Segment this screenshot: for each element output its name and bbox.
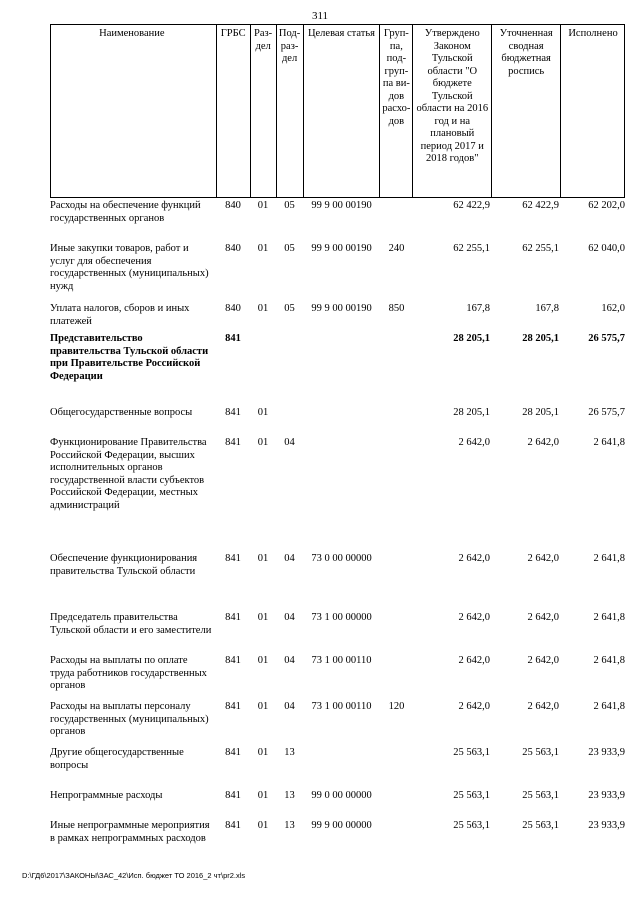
row-approved: 2 642,0 bbox=[458, 701, 490, 712]
header-executed: Исполнено bbox=[561, 25, 625, 197]
table-header bbox=[50, 24, 625, 198]
row-approved: 2 642,0 bbox=[458, 437, 490, 448]
row-expense-type bbox=[380, 553, 413, 578]
row-podrazdel: 05 bbox=[284, 200, 295, 211]
row-expense-type bbox=[380, 612, 413, 637]
row-approved: 28 205,1 bbox=[453, 407, 490, 418]
row-name: Непрограммные расходы bbox=[50, 790, 163, 801]
row-grbs: 841 bbox=[225, 333, 241, 344]
header-target-article: Целевая статья bbox=[304, 25, 381, 197]
row-razdel bbox=[250, 333, 276, 383]
row-target-article: 99 9 00 00190 bbox=[311, 243, 372, 254]
header-podrazdel: Под- раз- дел bbox=[277, 25, 304, 197]
row-grbs: 841 bbox=[225, 612, 241, 623]
row-expense-type: 240 bbox=[388, 243, 405, 254]
row-executed: 2 641,8 bbox=[593, 701, 625, 712]
row-executed: 23 933,9 bbox=[588, 820, 625, 831]
row-expense-type bbox=[380, 790, 413, 803]
row-name: Председатель правительства Тульской области и его заместители bbox=[50, 612, 212, 636]
row-executed: 2 641,8 bbox=[593, 553, 625, 564]
row-executed: 2 641,8 bbox=[593, 612, 625, 623]
row-target-article: 99 9 00 00000 bbox=[311, 820, 372, 831]
table-row bbox=[50, 437, 625, 512]
header-expense-type: Груп- па, под- груп- па ви- дов расхо- дов bbox=[380, 25, 413, 197]
row-name: Расходы на выплаты по оплате труда работников государственных органов bbox=[50, 655, 207, 691]
row-name: Иные непрограммные мероприятия в рамках непрограммных расходов bbox=[50, 820, 210, 844]
row-podrazdel: 04 bbox=[284, 612, 295, 623]
row-target-article: 99 9 00 00190 bbox=[311, 303, 372, 314]
row-name: Иные закупки товаров, работ и услуг для обеспечения государственных (муниципальных) нужд bbox=[50, 243, 209, 292]
row-refined: 28 205,1 bbox=[522, 407, 559, 418]
row-executed: 2 641,8 bbox=[593, 655, 625, 666]
row-executed: 62 040,0 bbox=[588, 243, 625, 254]
header-razdel: Раз- дел bbox=[251, 25, 277, 197]
budget-table bbox=[50, 24, 625, 844]
row-executed: 26 575,7 bbox=[588, 333, 625, 344]
row-refined: 25 563,1 bbox=[522, 820, 559, 831]
row-razdel: 01 bbox=[257, 200, 269, 211]
row-refined: 2 642,0 bbox=[527, 701, 559, 712]
row-podrazdel: 13 bbox=[284, 820, 295, 831]
page-number: 311 bbox=[311, 10, 329, 22]
footer-file-path: D:\ГД6\2017\ЗАКОНЫ\ЗАС_42\Исп. бюджет ТО 2016_2 чт\pr2.xls bbox=[22, 871, 246, 880]
row-approved: 2 642,0 bbox=[458, 612, 490, 623]
row-target-article: 73 1 00 00110 bbox=[311, 655, 372, 666]
row-approved: 28 205,1 bbox=[453, 333, 490, 344]
row-razdel: 01 bbox=[257, 553, 269, 564]
row-grbs: 841 bbox=[225, 747, 241, 758]
table-row bbox=[50, 612, 625, 637]
row-expense-type bbox=[380, 407, 413, 420]
row-refined: 2 642,0 bbox=[527, 553, 559, 564]
row-grbs: 841 bbox=[225, 790, 241, 801]
row-razdel: 01 bbox=[257, 820, 269, 831]
row-razdel: 01 bbox=[257, 243, 269, 254]
row-razdel: 01 bbox=[257, 407, 269, 418]
row-podrazdel: 05 bbox=[284, 303, 295, 314]
row-razdel: 01 bbox=[257, 612, 269, 623]
row-razdel: 01 bbox=[257, 303, 269, 314]
row-podrazdel: 05 bbox=[284, 243, 295, 254]
table-row bbox=[50, 747, 625, 772]
row-name: Общегосударственные вопросы bbox=[50, 407, 193, 418]
row-expense-type: 120 bbox=[388, 701, 405, 712]
row-target-article bbox=[303, 333, 380, 383]
header-refined: Уточненная сводная бюджетная роспись bbox=[492, 25, 561, 197]
table-row bbox=[50, 243, 625, 293]
row-razdel: 01 bbox=[257, 437, 269, 448]
row-grbs: 841 bbox=[225, 820, 241, 831]
row-refined: 2 642,0 bbox=[527, 655, 559, 666]
row-executed: 162,0 bbox=[601, 303, 625, 314]
row-grbs: 840 bbox=[225, 303, 241, 314]
table-row bbox=[50, 655, 625, 693]
row-target-article: 73 1 00 00110 bbox=[311, 701, 372, 712]
row-target-article: 99 9 00 00190 bbox=[311, 200, 372, 211]
table-row bbox=[50, 333, 625, 383]
row-podrazdel: 04 bbox=[284, 655, 295, 666]
row-refined: 62 422,9 bbox=[522, 200, 559, 211]
table-row bbox=[50, 303, 625, 328]
row-approved: 167,8 bbox=[466, 303, 490, 314]
table-row bbox=[50, 820, 625, 845]
row-refined: 2 642,0 bbox=[527, 437, 559, 448]
table-row bbox=[50, 553, 625, 578]
row-refined: 2 642,0 bbox=[527, 612, 559, 623]
row-podrazdel: 04 bbox=[284, 553, 295, 564]
row-executed: 2 641,8 bbox=[593, 437, 625, 448]
row-expense-type bbox=[380, 655, 413, 693]
header-name: Наименование bbox=[51, 25, 217, 197]
table-row bbox=[50, 200, 625, 225]
row-refined: 25 563,1 bbox=[522, 790, 559, 801]
row-grbs: 841 bbox=[225, 553, 241, 564]
row-name: Обеспечение функционирования правительства Тульской области bbox=[50, 553, 198, 577]
row-target-article: 73 1 00 00000 bbox=[311, 612, 372, 623]
table-row bbox=[50, 701, 625, 739]
row-executed: 23 933,9 bbox=[588, 790, 625, 801]
row-executed: 62 202,0 bbox=[588, 200, 625, 211]
row-approved: 2 642,0 bbox=[458, 553, 490, 564]
row-name: Другие общегосударственные вопросы bbox=[50, 747, 184, 771]
row-target-article: 73 0 00 00000 bbox=[311, 553, 372, 564]
row-expense-type bbox=[380, 333, 413, 383]
row-approved: 25 563,1 bbox=[453, 747, 490, 758]
row-name: Расходы на выплаты персоналу государственных (муниципальных) органов bbox=[50, 701, 209, 737]
header-approved: Утверждено Законом Тульской области "О бюджете Тульской области на 2016 год и на плановый период 2017 и 2018 годов" bbox=[413, 25, 492, 197]
row-razdel: 01 bbox=[257, 701, 269, 712]
row-razdel: 01 bbox=[257, 790, 269, 801]
row-refined: 167,8 bbox=[535, 303, 559, 314]
row-target-article: 99 0 00 00000 bbox=[311, 790, 372, 801]
row-approved: 25 563,1 bbox=[453, 820, 490, 831]
row-name: Уплата налогов, сборов и иных платежей bbox=[50, 303, 190, 327]
row-target-article bbox=[303, 747, 380, 772]
row-grbs: 841 bbox=[225, 655, 241, 666]
row-approved: 2 642,0 bbox=[458, 655, 490, 666]
row-expense-type bbox=[380, 200, 413, 225]
row-podrazdel: 04 bbox=[284, 437, 295, 448]
row-podrazdel: 04 bbox=[284, 701, 295, 712]
row-grbs: 840 bbox=[225, 200, 241, 211]
header-grbs: ГРБС bbox=[217, 25, 251, 197]
row-approved: 25 563,1 bbox=[453, 790, 490, 801]
row-podrazdel bbox=[276, 333, 303, 383]
row-target-article bbox=[303, 407, 380, 420]
row-refined: 28 205,1 bbox=[522, 333, 559, 344]
row-podrazdel: 13 bbox=[284, 747, 295, 758]
row-grbs: 841 bbox=[225, 407, 241, 418]
row-podrazdel: 13 bbox=[284, 790, 295, 801]
row-target-article bbox=[303, 437, 380, 512]
row-name: Расходы на обеспечение функций государственных органов bbox=[50, 200, 201, 224]
row-expense-type: 850 bbox=[388, 303, 405, 314]
row-approved: 62 255,1 bbox=[453, 243, 490, 254]
row-podrazdel bbox=[276, 407, 303, 420]
row-name: Представительство правительства Тульской области при Правительстве Российской Федерации bbox=[50, 333, 209, 382]
row-refined: 25 563,1 bbox=[522, 747, 559, 758]
row-approved: 62 422,9 bbox=[453, 200, 490, 211]
row-expense-type bbox=[380, 747, 413, 772]
row-grbs: 841 bbox=[225, 701, 241, 712]
row-expense-type bbox=[380, 437, 413, 512]
row-refined: 62 255,1 bbox=[522, 243, 559, 254]
row-razdel: 01 bbox=[257, 655, 269, 666]
row-expense-type bbox=[380, 820, 413, 845]
table-row bbox=[50, 790, 625, 803]
row-grbs: 841 bbox=[225, 437, 241, 448]
row-executed: 23 933,9 bbox=[588, 747, 625, 758]
table-row bbox=[50, 407, 625, 420]
row-grbs: 840 bbox=[225, 243, 241, 254]
row-razdel: 01 bbox=[257, 747, 269, 758]
row-name: Функционирование Правительства Российской Федерации, высших исполнительных органов государственной власти субъектов Российской Федерации, местных администраций bbox=[50, 437, 207, 511]
row-executed: 26 575,7 bbox=[588, 407, 625, 418]
